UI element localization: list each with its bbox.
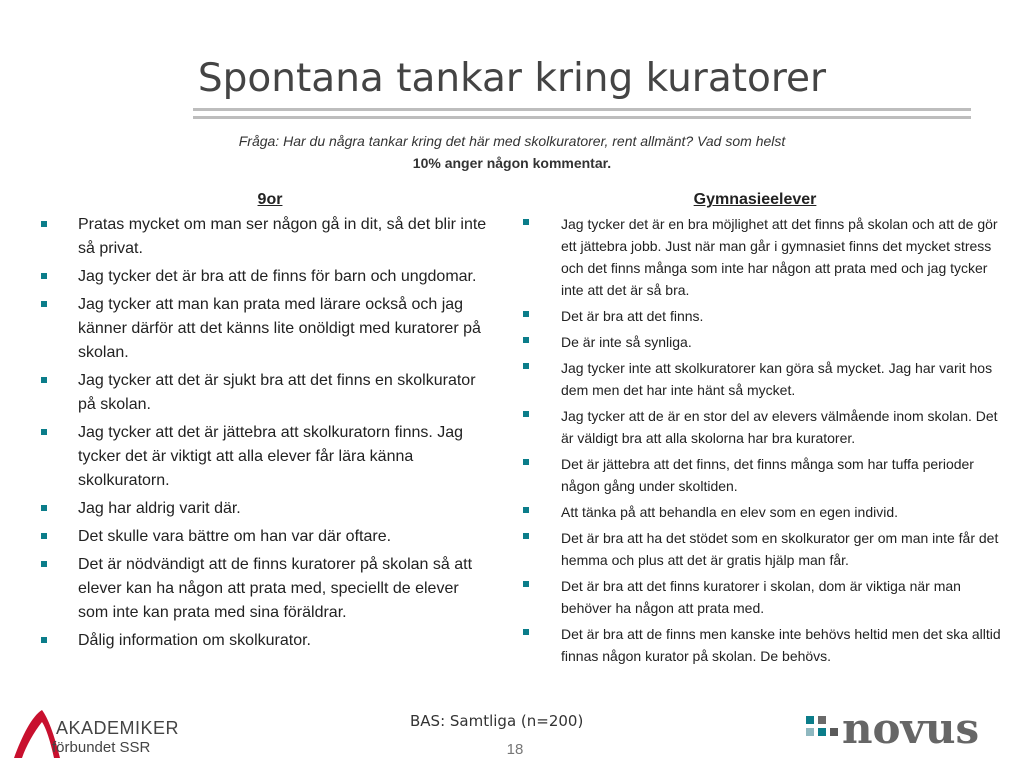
bullet-icon	[523, 311, 529, 317]
comment-item	[520, 575, 1012, 619]
comment-list	[40, 213, 490, 653]
comment-item	[40, 525, 490, 549]
comment-item	[40, 213, 490, 261]
comment-text: Det är jättebra att det finns, det finns många som har tuffa perioder någon gång under skoltiden.	[561, 456, 974, 494]
comment-item	[520, 405, 1012, 449]
logo-square-icon	[806, 728, 814, 736]
bullet-icon	[523, 337, 529, 343]
page-number: 18	[506, 741, 524, 758]
comment-item	[520, 357, 1012, 401]
bullet-icon	[41, 377, 47, 383]
logo-text-line1: AKADEMIKER	[56, 718, 180, 738]
comment-item	[520, 331, 1012, 353]
logo-square-icon	[818, 716, 826, 724]
comment-text: Jag tycker att man kan prata med lärare också och jag känner därför att det känns lite onöldigt med kuratorer på skolan.	[78, 296, 481, 361]
comment-text: Det är bra att de finns men kanske inte behövs heltid men det ska alltid finnas någon kurator på skolan. De behövs.	[561, 626, 1001, 664]
comment-item	[40, 553, 490, 625]
comment-item	[40, 265, 490, 289]
comment-text: Det är bra att det finns.	[561, 308, 704, 324]
comment-text: Jag tycker att de är en stor del av elevers välmående inom skolan. Det är väldigt bra att alla skolorna har bra kuratorer.	[561, 408, 998, 446]
logo-wordmark: novus	[842, 704, 980, 753]
comment-item	[40, 629, 490, 653]
logo-square-icon	[818, 728, 826, 736]
bullet-icon	[41, 505, 47, 511]
comment-item	[520, 527, 1012, 571]
comment-text: Jag tycker det är en bra möjlighet att det finns på skolan och att de gör ett jättebra jobb. Just när man går i gymnasiet finns det mycket stress och det finns många som inte har någon att prata med och jag tycker inte att det är så bra.	[561, 216, 998, 298]
comment-item	[520, 623, 1012, 667]
comment-item	[520, 453, 1012, 497]
comment-item	[40, 421, 490, 493]
akademikerforbundet-ssr-logo	[12, 706, 180, 762]
comment-text: Jag tycker att det är jättebra att skolkuratorn finns. Jag tycker det är viktigt att alla elever får lära känna skolkuratorn.	[78, 424, 464, 489]
bullet-icon	[523, 459, 529, 465]
comment-text: Jag tycker inte att skolkuratorer kan göra så mycket. Jag har varit hos dem men det har inte hänt så mycket.	[561, 360, 993, 398]
comment-item	[40, 497, 490, 521]
bullet-icon	[523, 581, 529, 587]
column-9or	[40, 191, 490, 657]
bullet-icon	[41, 221, 47, 227]
comment-text: Det skulle vara bättre om han var där oftare.	[78, 528, 392, 545]
survey-question: Fråga: Har du några tankar kring det här med skolkuratorer, rent allmänt? Vad som helst	[238, 133, 786, 149]
response-note: 10% anger någon kommentar.	[412, 155, 612, 171]
bullet-icon	[41, 533, 47, 539]
column-gymnasieelever	[520, 191, 1012, 671]
bullet-icon	[41, 301, 47, 307]
logo-square-icon	[806, 716, 814, 724]
comment-text: De är inte så synliga.	[561, 334, 692, 350]
comment-item	[40, 369, 490, 417]
column-heading: Gymnasieelever	[693, 191, 817, 208]
slide-title: Spontana tankar kring kuratorer	[197, 56, 827, 101]
novus-logo	[802, 704, 1012, 753]
logo-square-icon	[830, 728, 838, 736]
comment-text: Jag tycker att det är sjukt bra att det finns en skolkurator på skolan.	[78, 372, 476, 413]
comment-text: Jag tycker det är bra att de finns för barn och ungdomar.	[78, 268, 477, 285]
comment-item	[40, 293, 490, 365]
column-heading: 9or	[257, 191, 283, 208]
bullet-icon	[523, 411, 529, 417]
logo-text-line2: förbundet SSR	[52, 739, 151, 756]
bullet-icon	[41, 561, 47, 567]
bullet-icon	[523, 533, 529, 539]
comment-text: Pratas mycket om man ser någon gå in dit, så det blir inte så privat.	[78, 216, 487, 257]
bullet-icon	[523, 629, 529, 635]
comment-text: Jag har aldrig varit där.	[78, 500, 241, 517]
bullet-icon	[523, 507, 529, 513]
comment-text: Det är nödvändigt att de finns kuratorer på skolan så att elever kan ha någon att prata med, speciellt de elever som inte kan prata med sina föräldrar.	[78, 556, 473, 621]
title-divider-top	[193, 108, 971, 111]
comment-item	[520, 501, 1012, 523]
bullet-icon	[41, 273, 47, 279]
comment-text: Det är bra att det finns kuratorer i skolan, dom är viktiga när man behöver ha någon att prata med.	[561, 578, 961, 616]
bullet-icon	[41, 637, 47, 643]
comment-text: Att tänka på att behandla en elev som en egen individ.	[561, 504, 899, 520]
bullet-icon	[523, 363, 529, 369]
title-divider-bottom	[193, 116, 971, 119]
comment-item	[520, 305, 1012, 327]
comment-text: Dålig information om skolkurator.	[78, 632, 311, 649]
comment-list	[520, 213, 1012, 667]
bullet-icon	[523, 219, 529, 225]
bullet-icon	[41, 429, 47, 435]
base-note: BAS: Samtliga (n=200)	[410, 712, 584, 730]
comment-item	[520, 213, 1012, 301]
comment-text: Det är bra att ha det stödet som en skolkurator ger om man inte får det hemma och plus att det är gratis hjälp man får.	[561, 530, 999, 568]
